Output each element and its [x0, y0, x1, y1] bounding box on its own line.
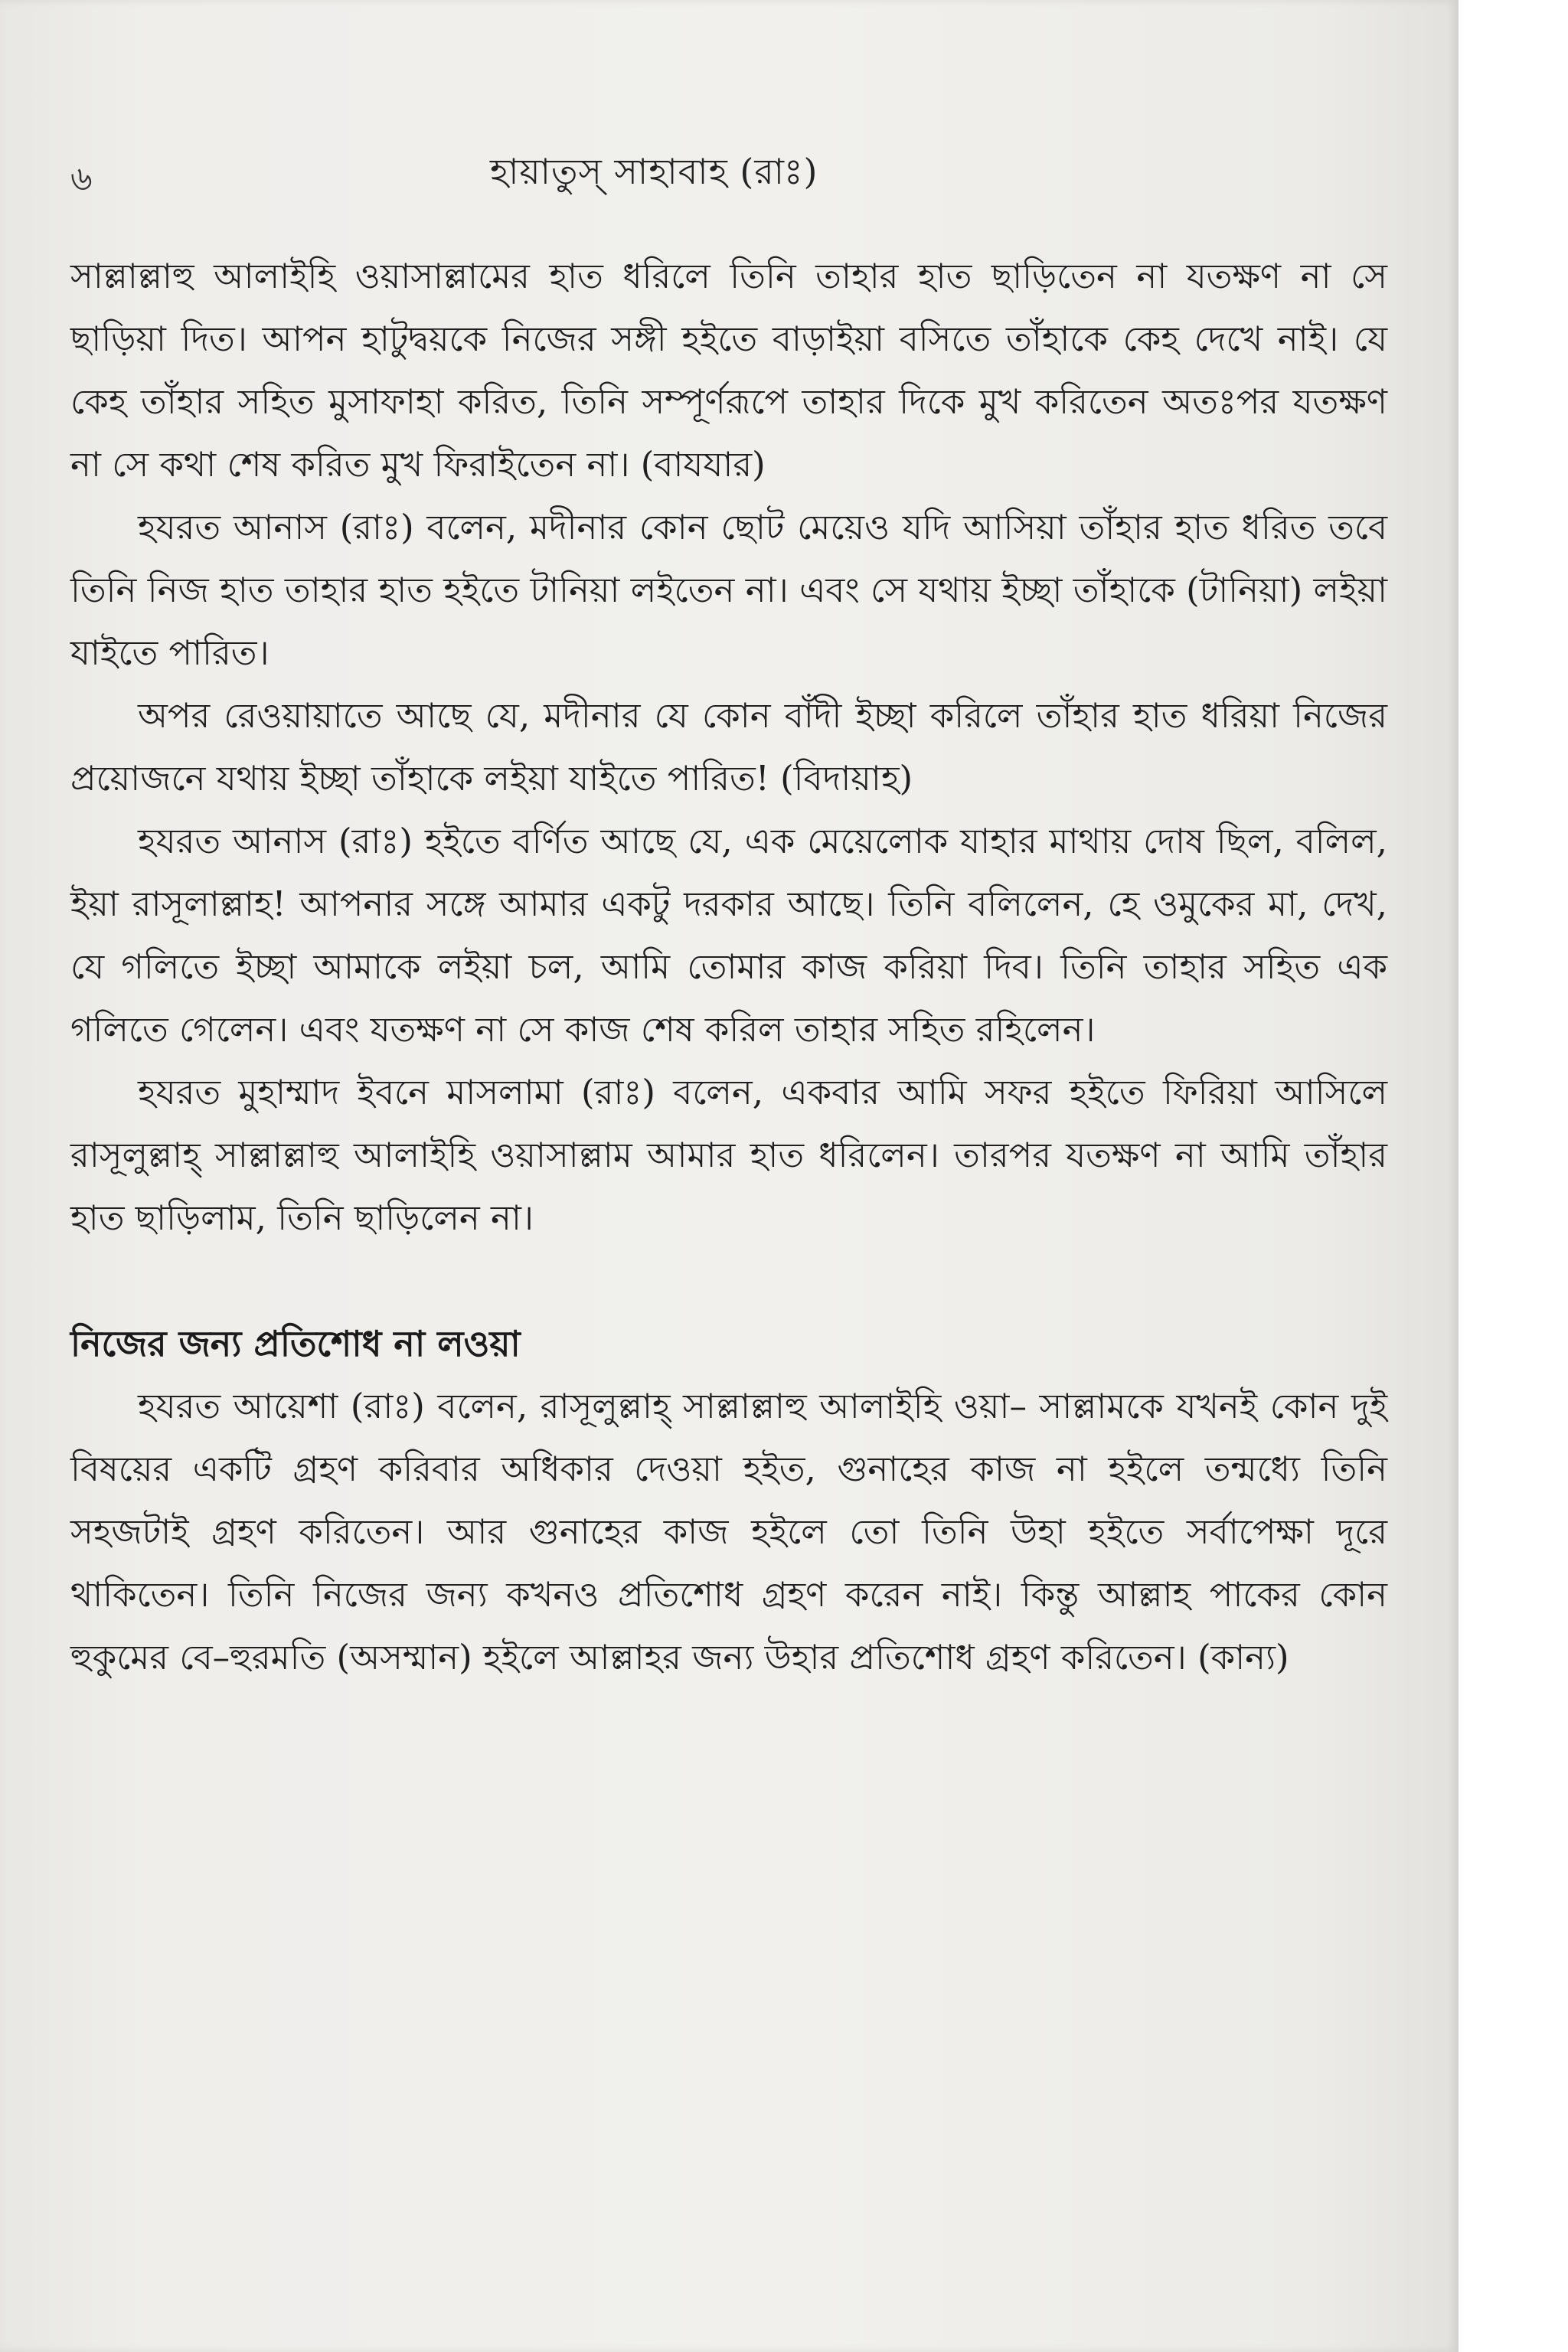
- page-header: [0, 145, 1459, 199]
- page-number: ৬: [70, 159, 93, 198]
- paragraph-anas-woman: হযরত আনাস (রাঃ) হইতে বর্ণিত আছে যে, এক মেয়েলোক যাহার মাথায় দোষ ছিল, বলিল, ইয়া রাসূলাল্লাহ! আপনার সঙ্গে আমার একটু দরকার আছে। তিনি বলিলেন, হে ওমুকের মা, দেখ, যে গলিতে ইচ্ছা আমাকে লইয়া চল, আমি তোমার কাজ করিয়া দিব। তিনি তাহার সহিত এক গলিতে গেলেন। এবং যতক্ষণ না সে কাজ শেষ করিল তাহার সহিত রহিলেন।: [70, 821, 1387, 1050]
- paragraph-muhammad-ibn-maslama: হযরত মুহাম্মাদ ইবনে মাসলামা (রাঃ) বলেন, একবার আমি সফর হইতে ফিরিয়া আসিলে রাসূলুল্লাহ্ সাল্লাল্লাহু আলাইহি ওয়াসাল্লাম আমার হাত ধরিলেন। তারপর যতক্ষণ না আমি তাঁহার হাত ছাড়িলাম, তিনি ছাড়িলেন না।: [70, 1072, 1387, 1238]
- paragraph-continued: সাল্লাল্লাহু আলাইহি ওয়াসাল্লামের হাত ধরিলে তিনি তাহার হাত ছাড়িতেন না যতক্ষণ না সে ছাড়িয়া দিত। আপন হাটুদ্বয়কে নিজের সঙ্গী হইতে বাড়াইয়া বসিতে তাঁহাকে কেহ দেখে নাই। যে কেহ তাঁহার সহিত মুসাফাহা করিত, তিনি সম্পূর্ণরূপে তাহার দিকে মুখ করিতেন অতঃপর যতক্ষণ না সে কথা শেষ করিত মুখ ফিরাইতেন না। (বাযযার): [70, 256, 1387, 485]
- running-title: হায়াতুস্ সাহাবাহ (রাঃ): [490, 151, 818, 192]
- page-body: [70, 245, 1387, 1689]
- paragraph-anas-small-girl: হযরত আনাস (রাঃ) বলেন, মদীনার কোন ছোট মেয়েও যদি আসিয়া তাঁহার হাত ধরিত তবে তিনি নিজ হাত তাহার হাত হইতে টানিয়া লইতেন না। এবং সে যথায় ইচ্ছা তাঁহাকে (টানিয়া) লইয়া যাইতে পারিত।: [70, 507, 1387, 673]
- section-heading: নিজের জন্য প্রতিশোধ না লওয়া: [70, 1323, 521, 1364]
- section-spacer: [70, 1250, 1387, 1312]
- paragraph-aisha: হযরত আয়েশা (রাঃ) বলেন, রাসূলুল্লাহ্ সাল্লাল্লাহু আলাইহি ওয়া– সাল্লামকে যখনই কোন দুই বিষয়ের একটি গ্রহণ করিবার অধিকার দেওয়া হইত, গুনাহের কাজ না হইলে তন্মধ্যে তিনি সহজটাই গ্রহণ করিতেন। আর গুনাহের কাজ হইলে তো তিনি উহা হইতে সর্বাপেক্ষা দূরে থাকিতেন। তিনি নিজের জন্য কখনও প্রতিশোধ গ্রহণ করেন নাই। কিন্তু আল্লাহ পাকের কোন হুকুমের বে–হুরমতি (অসম্মান) হইলে আল্লাহর জন্য উহার প্রতিশোধ গ্রহণ করিতেন। (কান্য): [70, 1386, 1387, 1677]
- paragraph-another-narration: অপর রেওয়ায়াতে আছে যে, মদীনার যে কোন বাঁদী ইচ্ছা করিলে তাঁহার হাত ধরিয়া নিজের প্রয়োজনে যথায় ইচ্ছা তাঁহাকে লইয়া যাইতে পারিত! (বিদায়াহ): [70, 695, 1387, 799]
